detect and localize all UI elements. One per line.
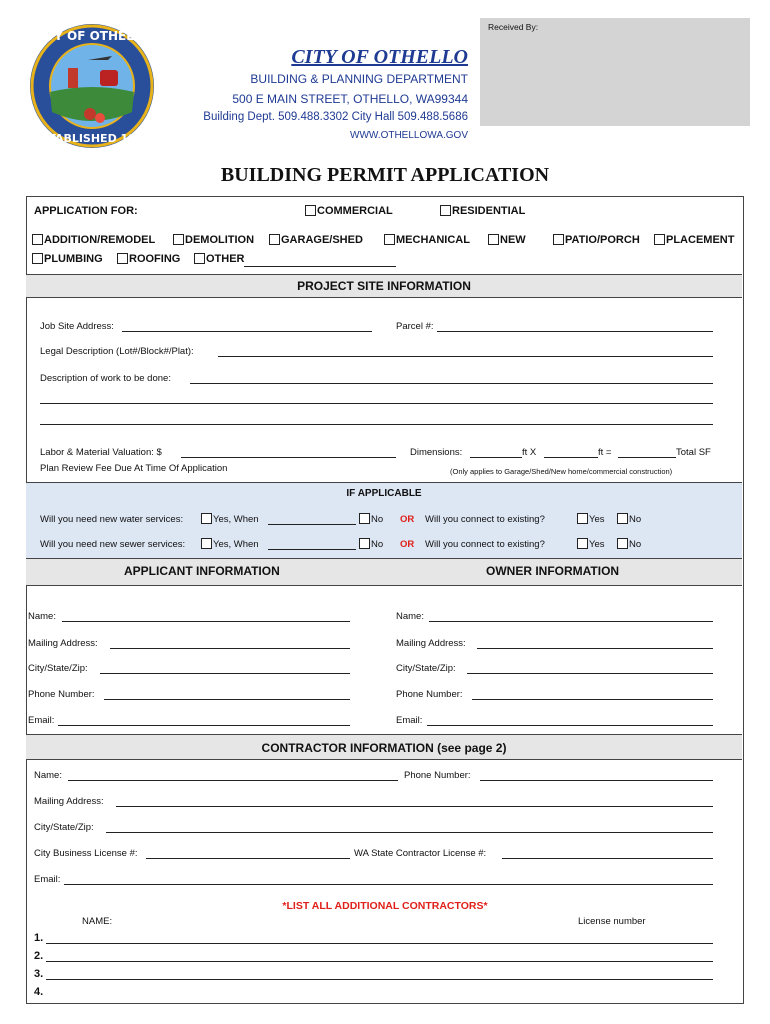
ft-equals-label: ft = (598, 447, 612, 458)
owner-mailing-label: Mailing Address: (396, 638, 466, 649)
owner-city-input[interactable] (467, 673, 713, 674)
city-name: CITY OF OTHELLO (291, 46, 468, 68)
sewer-yes-label: Yes, When (213, 539, 259, 550)
applicant-mailing-input[interactable] (110, 648, 350, 649)
owner-name-label: Name: (396, 611, 424, 622)
patio-label: PATIO/PORCH (565, 234, 640, 246)
commercial-label: COMMERCIAL (317, 205, 393, 217)
additional-contractor-row-3-number: 3. (34, 968, 44, 980)
sewer-no-checkbox[interactable] (359, 538, 370, 549)
additional-contractor-row-2-number: 2. (34, 950, 44, 962)
wa-license-input[interactable] (502, 858, 713, 859)
form-frame (26, 196, 744, 1004)
owner-email-label: Email: (396, 715, 423, 726)
job-site-input[interactable] (122, 331, 372, 332)
city-seal-logo (28, 22, 156, 150)
contractor-phone-input[interactable] (480, 780, 713, 781)
contractor-name-label: Name: (34, 770, 62, 781)
owner-phone-label: Phone Number: (396, 689, 463, 700)
applicant-phone-input[interactable] (104, 699, 350, 700)
water-connect-no-option[interactable] (617, 513, 641, 525)
commercial-checkbox[interactable] (305, 205, 316, 216)
applicant-phone-label: Phone Number: (28, 689, 95, 700)
received-by-box[interactable] (480, 18, 750, 126)
sewer-no-label: No (371, 539, 384, 550)
patio-option[interactable] (553, 234, 640, 246)
department-phones: Building Dept. 509.488.3302 City Hall 509.488.5686 (203, 111, 468, 123)
dimensions-label: Dimensions: (410, 447, 463, 458)
department-address: 500 E MAIN STREET, OTHELLO, WA99344 (232, 92, 468, 106)
plumbing-checkbox[interactable] (32, 253, 43, 264)
applicant-name-label: Name: (28, 611, 56, 622)
placement-label: PLACEMENT (666, 234, 735, 246)
sewer-yes-option[interactable] (201, 538, 259, 550)
sewer-no-option[interactable] (359, 538, 383, 550)
ft-x-label: ft X (522, 447, 537, 458)
applies-only-note: (Only applies to Garage/Shed/New home/commercial construction) (450, 467, 673, 476)
patio-checkbox[interactable] (553, 234, 564, 245)
sewer-connect-question: Will you connect to existing? (425, 539, 545, 550)
water-connect-yes-option[interactable] (577, 513, 605, 525)
new-checkbox[interactable] (488, 234, 499, 245)
owner-city-label: City/State/Zip: (396, 663, 456, 674)
sewer-connect-yes-label: Yes (589, 539, 605, 550)
other-label: OTHER (206, 253, 245, 265)
total-sf-input[interactable] (618, 457, 676, 458)
owner-name-input[interactable] (429, 621, 713, 622)
roofing-checkbox[interactable] (117, 253, 128, 264)
placement-checkbox[interactable] (654, 234, 665, 245)
water-no-label: No (371, 514, 384, 525)
sewer-or-label: OR (400, 539, 415, 550)
form-title: BUILDING PERMIT APPLICATION (220, 164, 550, 186)
legal-description-input[interactable] (218, 356, 713, 357)
additional-contractor-row-2-input[interactable] (46, 961, 713, 962)
water-no-option[interactable] (359, 513, 383, 525)
mechanical-label: MECHANICAL (396, 234, 470, 246)
addition-option[interactable] (32, 234, 155, 246)
plumbing-label: PLUMBING (44, 253, 103, 265)
work-description-input-2[interactable] (40, 403, 713, 404)
applicant-city-input[interactable] (100, 673, 350, 674)
sewer-connect-no-checkbox[interactable] (617, 538, 628, 549)
svg-text:CITY OF OTHELLO: CITY OF OTHELLO (32, 29, 152, 43)
valuation-label: Labor & Material Valuation: $ (40, 447, 162, 458)
water-connect-question: Will you connect to existing? (425, 514, 545, 525)
demolition-option[interactable] (173, 234, 254, 246)
water-connect-yes-checkbox[interactable] (577, 513, 588, 524)
contractor-mailing-label: Mailing Address: (34, 796, 104, 807)
placement-option[interactable] (654, 234, 734, 246)
business-license-label: City Business License #: (34, 848, 138, 859)
contractor-name-input[interactable] (68, 780, 398, 781)
demolition-checkbox[interactable] (173, 234, 184, 245)
applicant-mailing-label: Mailing Address: (28, 638, 98, 649)
residential-checkbox[interactable] (440, 205, 451, 216)
business-license-input[interactable] (146, 858, 350, 859)
sewer-when-input[interactable] (268, 549, 356, 550)
contractor-name-column: NAME: (82, 916, 113, 927)
garage-checkbox[interactable] (269, 234, 280, 245)
parcel-input[interactable] (437, 331, 713, 332)
addition-label: ADDITION/REMODEL (44, 234, 156, 246)
dimension-length-input[interactable] (470, 457, 522, 458)
water-no-checkbox[interactable] (359, 513, 370, 524)
applicant-email-label: Email: (28, 715, 55, 726)
sewer-question: Will you need new sewer services: (40, 539, 186, 550)
dimension-width-input[interactable] (544, 457, 598, 458)
demolition-label: DEMOLITION (185, 234, 255, 246)
other-checkbox[interactable] (194, 253, 205, 264)
contractor-mailing-input[interactable] (116, 806, 713, 807)
owner-header: OWNER INFORMATION (486, 564, 620, 578)
water-question: Will you need new water services: (40, 514, 184, 525)
mechanical-option[interactable] (384, 234, 470, 246)
commercial-option[interactable] (305, 205, 393, 217)
sewer-connect-yes-checkbox[interactable] (577, 538, 588, 549)
applicant-city-label: City/State/Zip: (28, 663, 88, 674)
roofing-label: ROOFING (129, 253, 181, 265)
additional-contractor-row-1-number: 1. (34, 932, 44, 944)
work-description-label: Description of work to be done: (40, 373, 171, 384)
water-connect-no-checkbox[interactable] (617, 513, 628, 524)
plumbing-option[interactable] (32, 253, 103, 265)
project-site-title: PROJECT SITE INFORMATION (297, 279, 471, 293)
project-site-header (26, 274, 742, 298)
contractor-email-label: Email: (34, 874, 61, 885)
sewer-yes-checkbox[interactable] (201, 538, 212, 549)
work-description-input-1[interactable] (190, 383, 713, 384)
addition-checkbox[interactable] (32, 234, 43, 245)
svg-text:ESTABLISHED 1910: ESTABLISHED 1910 (32, 132, 152, 145)
valuation-input[interactable] (181, 457, 396, 458)
other-input[interactable] (244, 266, 396, 267)
applicant-header: APPLICANT INFORMATION (124, 564, 280, 578)
water-yes-checkbox[interactable] (201, 513, 212, 524)
contractor-email-input[interactable] (64, 884, 713, 885)
garage-option[interactable] (269, 234, 363, 246)
residential-label: RESIDENTIAL (452, 205, 526, 217)
application-for-label: APPLICATION FOR: (34, 205, 138, 217)
work-description-input-3[interactable] (40, 424, 713, 425)
additional-contractor-row-4-number: 4. (34, 986, 44, 998)
plan-review-fee-note: Plan Review Fee Due At Time Of Application (40, 463, 228, 474)
new-option[interactable] (488, 234, 526, 246)
additional-contractors-note: *LIST ALL ADDITIONAL CONTRACTORS* (282, 900, 488, 912)
owner-phone-input[interactable] (472, 699, 713, 700)
residential-option[interactable] (440, 205, 525, 217)
applicant-email-input[interactable] (58, 725, 350, 726)
new-label: NEW (500, 234, 526, 246)
water-connect-yes-label: Yes (589, 514, 605, 525)
received-by-label: Received By: (488, 22, 539, 32)
contractor-city-input[interactable] (106, 832, 713, 833)
job-site-label: Job Site Address: (40, 321, 114, 332)
total-sf-label: Total SF (676, 447, 711, 458)
department-website[interactable]: WWW.OTHELLOWA.GOV (350, 130, 468, 141)
water-yes-option[interactable] (201, 513, 259, 525)
owner-mailing-input[interactable] (477, 648, 713, 649)
applicant-name-input[interactable] (62, 621, 350, 622)
contractor-city-label: City/State/Zip: (34, 822, 94, 833)
water-or-label: OR (400, 514, 415, 525)
water-when-input[interactable] (268, 524, 356, 525)
roofing-option[interactable] (117, 253, 180, 265)
additional-contractor-row-1-input[interactable] (46, 943, 713, 944)
parcel-label: Parcel #: (396, 321, 434, 332)
sewer-connect-no-label: No (629, 539, 642, 550)
garage-label: GARAGE/SHED (281, 234, 363, 246)
contractor-header-bar (26, 734, 742, 760)
wa-license-label: WA State Contractor License #: (354, 848, 487, 859)
owner-email-input[interactable] (427, 725, 713, 726)
license-number-column: License number (578, 916, 646, 927)
mechanical-checkbox[interactable] (384, 234, 395, 245)
other-option[interactable] (194, 253, 245, 265)
water-connect-no-label: No (629, 514, 642, 525)
department-name: BUILDING & PLANNING DEPARTMENT (250, 72, 468, 86)
if-applicable-header: IF APPLICABLE (346, 488, 422, 499)
sewer-connect-no-option[interactable] (617, 538, 641, 550)
water-yes-label: Yes, When (213, 514, 259, 525)
additional-contractor-row-3-input[interactable] (46, 979, 713, 980)
contractor-phone-label: Phone Number: (404, 770, 471, 781)
sewer-connect-yes-option[interactable] (577, 538, 605, 550)
legal-description-label: Legal Description (Lot#/Block#/Plat): (40, 346, 194, 357)
contractor-header: CONTRACTOR INFORMATION (see page 2) (261, 741, 507, 755)
